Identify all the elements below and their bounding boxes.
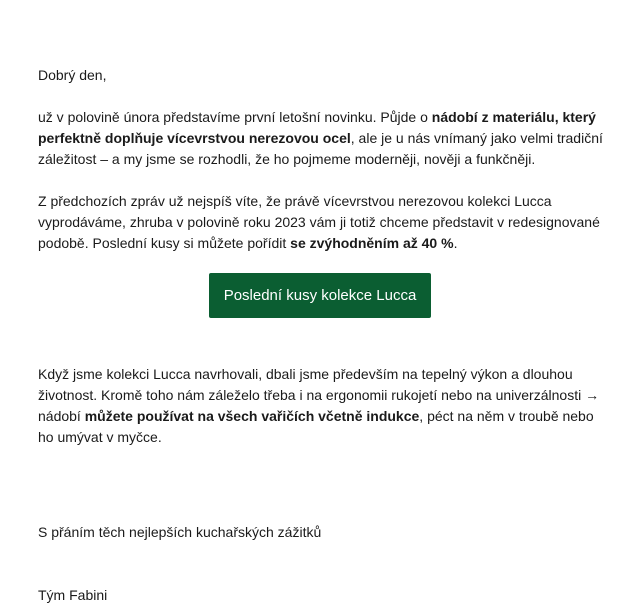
cta-container: [0, 273, 640, 318]
paragraph-intro: [38, 107, 604, 170]
intro-text-2: , ale je u nás vnímaný jako velmi tradiční záležitost – a my jsme se rozhodli, že ho pojmeme moderněji, nověji a funkčněji.: [38, 130, 603, 167]
design-text-1: Když jsme kolekci Lucca navrhovali, dbali jsme především na tepelný výkon a dlouhou životnost. Kromě toho nám záleželo třeba i na ergonomii rukojetí nebo na univerzálnosti → nádobí: [38, 366, 600, 424]
lucca-cta-button[interactable]: Poslední kusy kolekce Lucca: [209, 273, 431, 318]
closing-line: S přáním těch nejlepších kuchařských zážitků: [38, 524, 322, 540]
paragraph-lucca-design: [38, 364, 604, 448]
intro-text-1: už v polovině února představíme první letošní novinku. Půjde o: [38, 109, 432, 125]
paragraph-lucca-sale: [38, 191, 604, 254]
sale-text-2: .: [453, 235, 458, 251]
design-text-2: , péct na něm v troubě nebo ho umývat v myčce.: [38, 408, 594, 445]
design-bold-text: můžete používat na všech vařičích včetně indukce: [84, 408, 420, 424]
sale-text-1: Z předchozích zpráv už nejspíš víte, že právě vícevrstvou nerezovou kolekci Lucca vyprodáváme, zhruba v polovině roku 2023 vám ji totiž chceme představit v redesignované podobě. Poslední kusy si můžete pořídit: [38, 193, 600, 251]
signature: Tým Fabini: [38, 587, 108, 603]
sale-bold-text: se zvýhodněním až 40 %: [290, 235, 454, 251]
intro-bold-text: nádobí z materiálu, který perfektně doplňuje vícevrstvou nerezovou ocel: [38, 109, 596, 146]
greeting: Dobrý den,: [38, 67, 107, 83]
